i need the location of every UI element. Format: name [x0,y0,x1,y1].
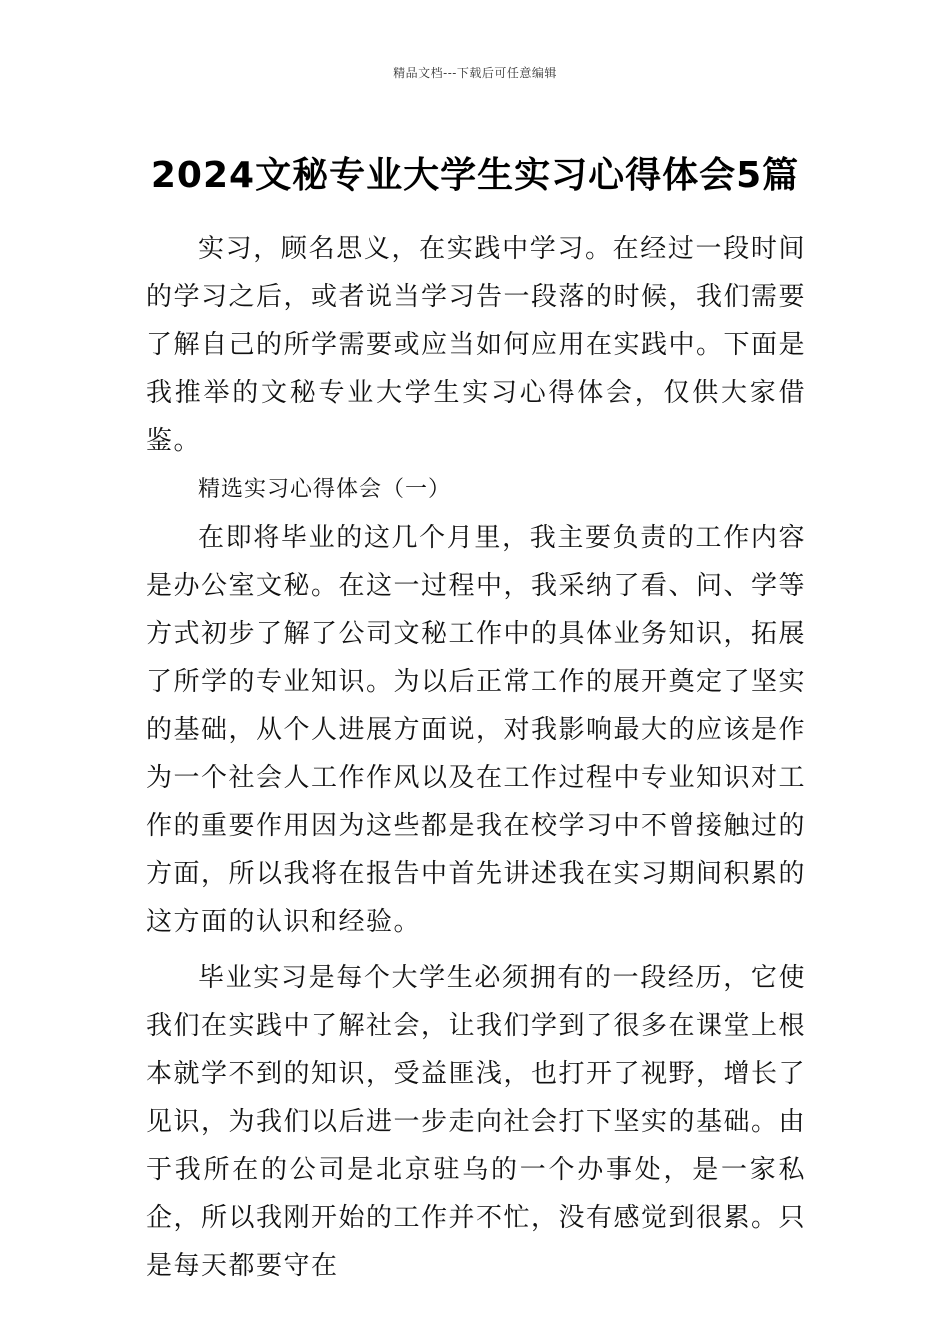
body-paragraph-2: 毕业实习是每个大学生必须拥有的一段经历，它使我们在实践中了解社会，让我们学到了很多在课堂上根本就学不到的知识，受益匪浅，也打开了视野，增长了见识，为我们以后进一步走向社会打下坚实的基础。由于我所在的公司是北京驻乌的一个办事处，是一家私企，所以我刚开始的工作并不忙，没有感觉到很累。只是每天都要守在 [146,963,807,1281]
section-heading: 精选实习心得体会（一） [198,477,452,502]
intro-paragraph: 实习，顾名思义，在实践中学习。在经过一段时间的学习之后，或者说当学习告一段落的时候，我们需要了解自己的所学需要或应当如何应用在实践中。下面是我推举的文秘专业大学生实习心得体会，仅供大家借鉴。 [146,234,807,456]
document-title: 2024文秘专业大学生实习心得体会5篇 [150,155,800,197]
header-note: 精品文档---下载后可任意编辑 [393,66,557,80]
body-paragraph-1: 在即将毕业的这几个月里，我主要负责的工作内容是办公室文秘。在这一过程中，我采纳了看、问、学等方式初步了解了公司文秘工作中的具体业务知识，拓展了所学的专业知识。为以后正常工作的展开奠定了坚实的基础，从个人进展方面说，对我影响最大的应该是作为一个社会人工作作风以及在工作过程中专业知识对工作的重要作用因为这些都是我在校学习中不曾接触过的方面，所以我将在报告中首先讲述我在实习期间积累的这方面的认识和经验。 [146,523,807,937]
document-body [146,225,806,1290]
